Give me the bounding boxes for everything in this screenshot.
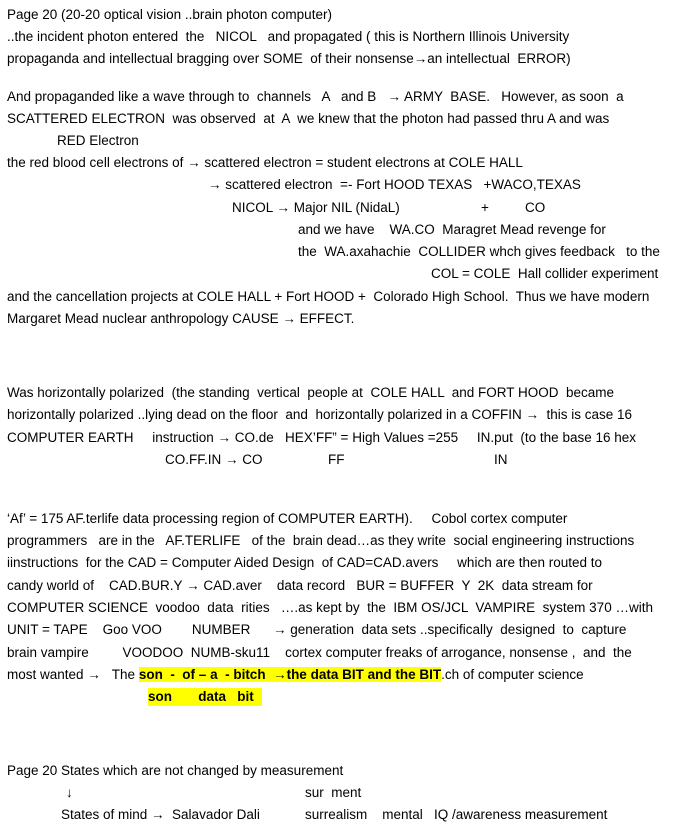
line-1-2: ..the incident photon entered the NICOL and propagated ( this is Northern Illinois University: [7, 29, 570, 44]
line-2-5: → scattered electron =- Fort HOOD TEXAS +WACO,TEXAS: [208, 177, 581, 192]
line-2-4: the red blood cell electrons of → scattered electron = student electrons at COLE HALL: [7, 155, 523, 170]
line-2-6-plus: +: [481, 200, 489, 215]
line-4-8-suffix: .ch of computer science: [441, 667, 584, 682]
line-2-9: COL = COLE Hall collider experiment: [431, 266, 659, 281]
line-2-8: the WA.axahachie COLLIDER whch gives feedback to the: [298, 244, 660, 259]
line-2-6-co: CO: [525, 200, 546, 215]
line-4-6: UNIT = TAPE Goo VOO NUMBER → generation data sets ..specifically designed to capture: [7, 622, 627, 637]
down-arrow-icon: ↓: [66, 785, 73, 800]
line-2-3: RED Electron: [57, 133, 139, 148]
line-2-10: and the cancellation projects at COLE HALL + Fort HOOD + Colorado High School. Thus we have modern: [7, 289, 650, 304]
line-1-3: propaganda and intellectual bragging over SOME of their nonsense→an intellectual ERROR): [7, 51, 571, 66]
line-2-1: And propaganded like a wave through to channels A and B → ARMY BASE. However, as soon a: [7, 89, 624, 104]
line-4-8: [7, 666, 584, 684]
line-4-8-prefix: most wanted → The: [7, 667, 139, 682]
line-2-7: and we have WA.CO Maragret Mead revenge for: [298, 222, 606, 237]
line-4-2: programmers are in the AF.TERLIFE of the brain dead…as they write social engineering instructions: [7, 533, 635, 548]
line-2-11: Margaret Mead nuclear anthropology CAUSE → EFFECT.: [7, 311, 355, 326]
line-5-1: Page 20 States which are not changed by measurement: [7, 763, 344, 778]
line-5-3-b: surrealism mental IQ /awareness measurement: [305, 807, 608, 822]
line-3-3: COMPUTER EARTH instruction → CO.de HEX’FF” = High Values =255 IN.put (to the base 16 hex: [7, 430, 636, 445]
line-5-sur-ment: sur ment: [305, 785, 362, 800]
highlighted-son-data-bit: son data bit: [148, 688, 262, 706]
line-5-3-a: States of mind → Salavador Dali: [61, 807, 260, 822]
line-2-2: SCATTERED ELECTRON was observed at A we knew that the photon had passed thru A and was: [7, 111, 610, 126]
line-4-3: iinstructions for the CAD = Computer Aided Design of CAD=CAD.avers which are then routed to: [7, 555, 603, 570]
line-3-2: horizontally polarized ..lying dead on the floor and horizontally polarized in a COFFIN → this is case 16: [7, 407, 633, 422]
line-4-5: COMPUTER SCIENCE voodoo data rities ….as kept by the IBM OS/JCL VAMPIRE system 370 …with: [7, 600, 653, 615]
line-4-7: brain vampire VOODOO NUMB-sku11 cortex computer freaks of arrogance, nonsense , and the: [7, 645, 632, 660]
line-3-4-c: IN: [494, 452, 508, 467]
line-4-4: candy world of CAD.BUR.Y → CAD.aver data record BUR = BUFFER Y 2K data stream for: [7, 578, 593, 593]
line-1-1: Page 20 (20-20 optical vision ..brain photon computer): [7, 7, 332, 22]
line-3-1: Was horizontally polarized (the standing vertical people at COLE HALL and FORT HOOD became: [7, 385, 615, 400]
line-4-1: ‘Af’ = 175 AF.terlife data processing region of COMPUTER EARTH). Cobol cortex computer: [7, 511, 568, 526]
line-3-4-a: CO.FF.IN → CO: [165, 452, 263, 467]
line-3-4-b: FF: [328, 452, 345, 467]
highlighted-phrase: son - of – a - bitch →the data BIT and the BIT: [138, 667, 442, 682]
line-2-6: NICOL → Major NIL (NidaL): [232, 200, 400, 215]
